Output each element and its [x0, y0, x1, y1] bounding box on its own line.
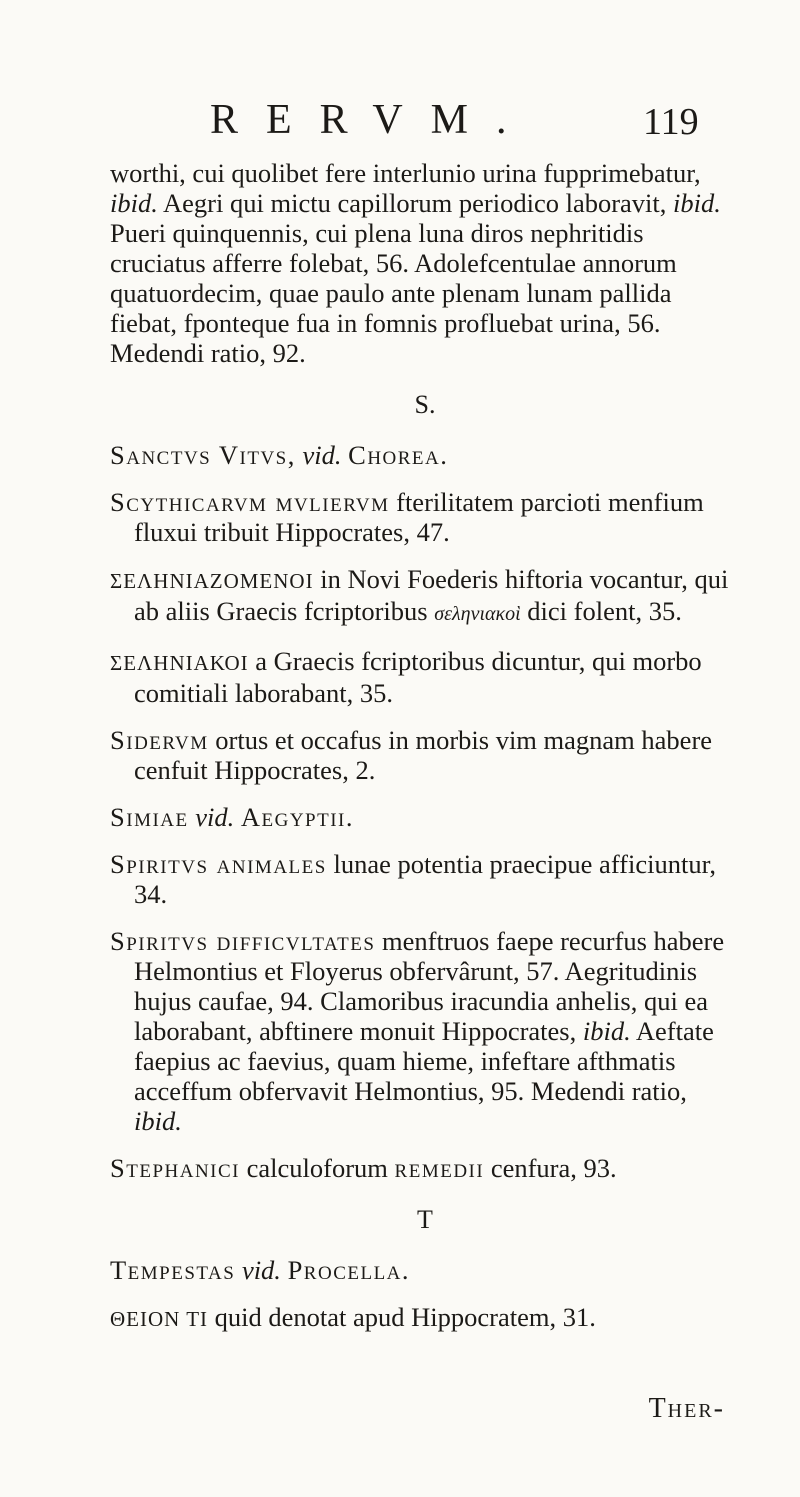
cross-ref: Aegyptii.	[240, 802, 355, 832]
entry-text: quid denotat apud Hippocratem, 31.	[214, 1302, 596, 1332]
entry-head: Stephanici	[110, 1153, 241, 1183]
entry-head: ΣΕΛΗΝΙΑΖΟΜΕΝΟΙ	[110, 569, 314, 593]
section-letter-s: S.	[414, 390, 436, 419]
ibid-ref: ibid.	[110, 188, 158, 218]
entry-text: Aegri qui mictu capillorum periodico laboravit,	[163, 188, 667, 218]
entry-theion	[110, 1302, 740, 1334]
ibid-ref: ibid.	[134, 1106, 182, 1136]
entry-text: Aeftate faepius ac faevius, quam hieme, infeftare afthmatis acceffum obfervavit Helmontius, 95. Medendi ratio,	[134, 1016, 714, 1106]
entry-text: Pueri quinquennis, cui plena luna diros nephritidis cruciatus afferre folebat, 56. Adolefcentulae annorum quatuordecim, quae paulo ante plenam lunam pallida fiebat, fponteque fua in fomnis profluebat urina, 56. Medendi ratio, 92.	[110, 218, 677, 368]
vid-ref: vid.	[241, 1255, 281, 1285]
vid-ref: vid.	[302, 440, 342, 470]
entry-tempestas	[110, 1255, 740, 1285]
entry-seleniakoi	[110, 646, 740, 708]
entry-head: Scythicarvm mvliervm	[110, 487, 390, 517]
entry-seleniazomenoi	[110, 564, 740, 629]
entry-scythicarum	[110, 487, 740, 547]
index-body	[110, 158, 740, 1351]
entry-text: a Graecis fcriptoribus dicuntur, qui morbo comitiali laborabant, 35.	[134, 646, 702, 708]
greek-term: σεληνιακοὶ	[434, 603, 521, 625]
entry-text: menftruos faepe recurfus habere Helmontius et Floyerus obfervârunt, 57. Aegritudinis hujus caufae, 94. Clamoribus iracundia anhelis, qui ea laborabant, abftinere monuit Hippocrates,	[134, 926, 725, 1046]
entry-head: ΣΕΛΗΝΙΑΚΟΙ	[110, 651, 249, 675]
catchword: Ther-	[648, 1393, 725, 1424]
cross-ref: Chorea.	[348, 440, 449, 470]
header-title: RERVM.	[210, 97, 535, 143]
entry-text: calculoforum	[246, 1153, 388, 1183]
entry-text: dici folent, 35.	[527, 596, 682, 626]
entry-spiritus-difficultates	[110, 926, 740, 1136]
entry-text: in Novi Foederis hiftoria vocantur, qui ab aliis Graecis fcriptoribus	[134, 564, 729, 626]
entry-text: worthi, cui quolibet fere interlunio urina fupprimebatur,	[110, 158, 701, 188]
cross-ref: Procella.	[287, 1255, 411, 1285]
entry-text: fterilitatem parcioti menfium fluxui tribuit Hippocrates, 47.	[134, 487, 704, 547]
entry-stephanici	[110, 1153, 740, 1183]
entry-head: Spiritvs difficvltates	[110, 926, 376, 956]
page-number: 119	[643, 101, 699, 143]
entry-continuation	[110, 158, 740, 368]
entry-head: Simiae	[110, 802, 189, 832]
ibid-ref: ibid.	[582, 1016, 631, 1046]
entry-siderum	[110, 725, 740, 785]
entry-head: Sanctvs Vitvs,	[110, 440, 296, 470]
ibid-ref: ibid.	[673, 188, 721, 218]
entry-simiae	[110, 802, 740, 832]
entry-text: ortus et occafus in morbis vim magnam habere cenfuit Hippocrates, 2.	[134, 725, 713, 785]
entry-head: Tempestas	[110, 1255, 236, 1285]
entry-text: lunae potentia praecipue afficiuntur, 34.	[134, 849, 716, 909]
section-letter-t: T	[417, 1205, 433, 1234]
entry-head: Sidervm	[110, 725, 209, 755]
entry-head: ΘΕΙΟΝ ΤΙ	[110, 1307, 209, 1331]
entry-head: Spiritvs animales	[110, 849, 327, 879]
entry-sanctus-vitus	[110, 440, 740, 470]
entry-keyword: remedii	[394, 1153, 485, 1183]
entry-spiritus-animales	[110, 849, 740, 909]
entry-text: cenfura, 93.	[490, 1153, 617, 1183]
vid-ref: vid.	[195, 802, 235, 832]
